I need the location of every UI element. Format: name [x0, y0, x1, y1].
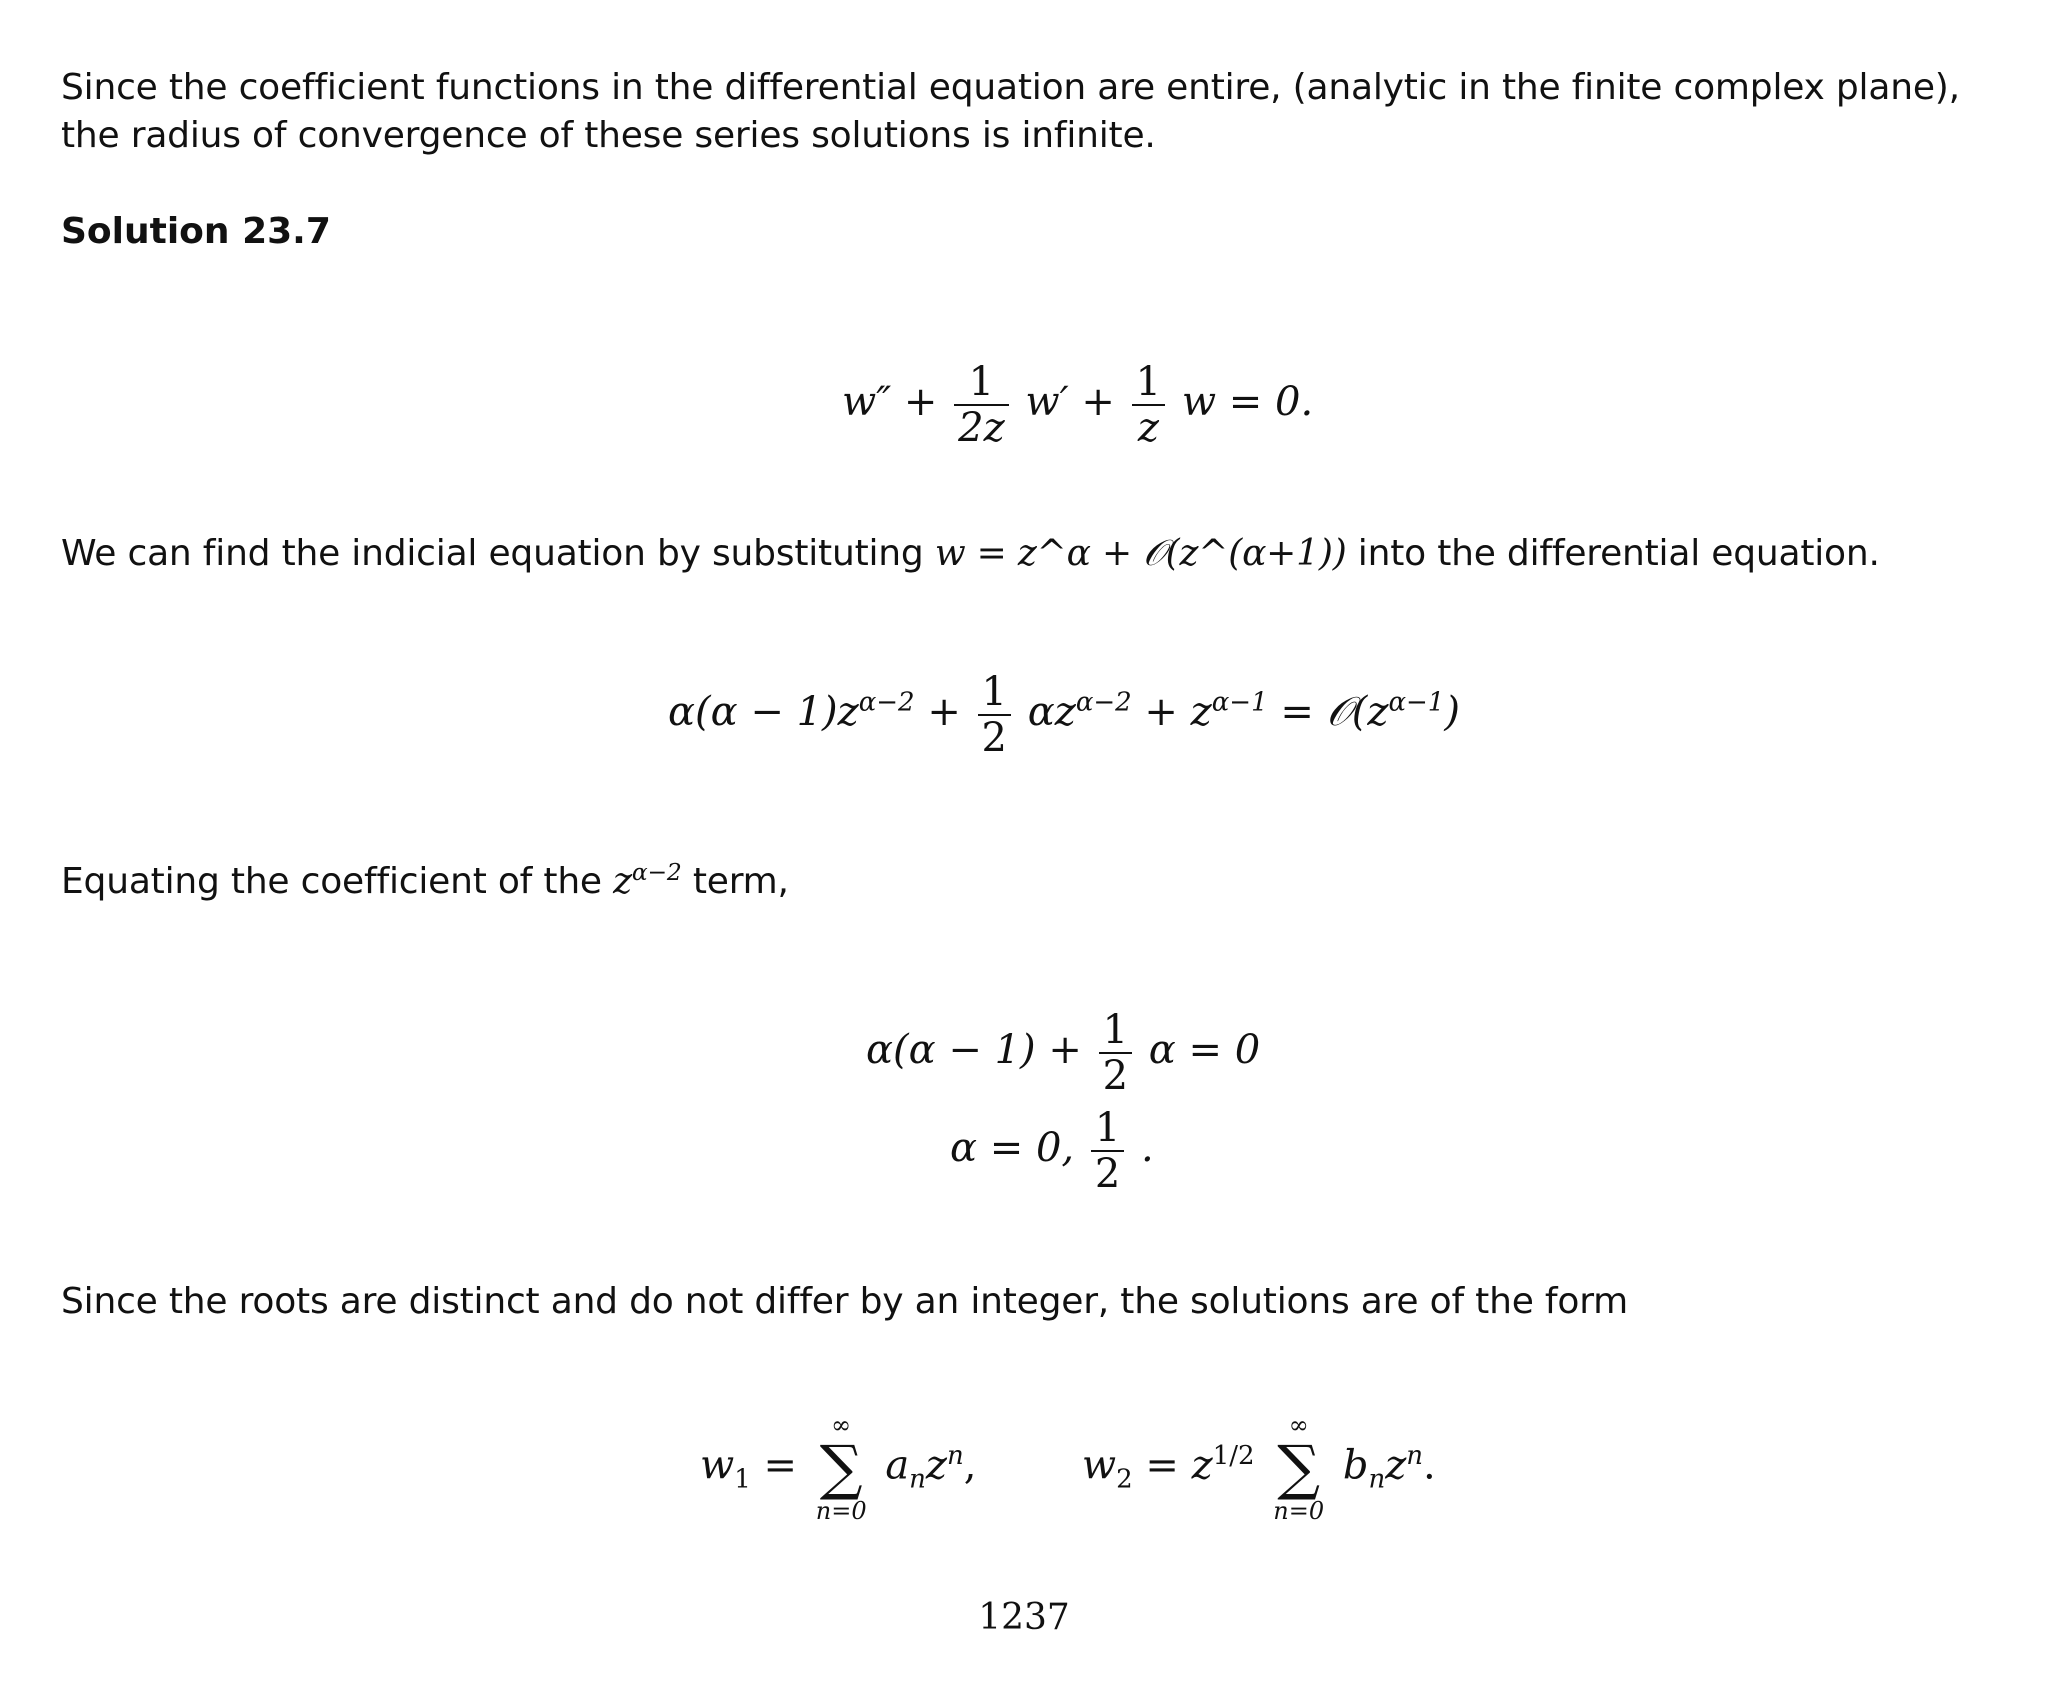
subst-plus1: + — [927, 689, 961, 735]
page-number: 1237 — [978, 1597, 1070, 1638]
ode-fraction-1 — [954, 360, 1009, 450]
ind1-fraction — [1099, 1008, 1132, 1098]
ind2-den: 2 — [1091, 1150, 1124, 1196]
equation-indicial-line1 — [866, 1008, 1260, 1098]
subst-part2: αz — [1027, 689, 1076, 735]
p3-math-base: z — [613, 861, 632, 902]
subst-part3: + z — [1144, 689, 1212, 735]
paragraph-convergence: Since the coefficient functions in the differential equation are entire, (analytic in the finite complex plane), the radius of convergence of these series solutions is infinite. — [61, 67, 1960, 156]
w2-z: z — [1385, 1442, 1407, 1489]
paragraph-equating — [61, 858, 1999, 906]
ode-fraction-2 — [1132, 360, 1165, 450]
subst-sup3: α−1 — [1211, 687, 1268, 718]
p3-after: term, — [681, 861, 789, 902]
ode-lhs: w″ + — [842, 379, 938, 425]
w2-term: b — [1342, 1442, 1369, 1489]
subst-sup1: α−2 — [858, 687, 915, 718]
paragraph-roots: Since the roots are distinct and do not differ by an integer, the solutions are of the form — [61, 1281, 1629, 1322]
ind1-num: 1 — [1102, 1007, 1129, 1053]
subst-f-den: 2 — [978, 714, 1011, 760]
w1-z: z — [925, 1442, 947, 1489]
w2-pre: z — [1191, 1442, 1213, 1489]
ode-rhs: w = 0. — [1181, 379, 1314, 425]
subst-fraction — [978, 670, 1011, 760]
p3-before: Equating the coefficient of the — [61, 861, 614, 902]
w1-eq: = — [763, 1442, 798, 1489]
w1-lhs: w — [700, 1442, 735, 1489]
w2-pre-sup: 1/2 — [1212, 1441, 1255, 1472]
subst-f-num: 1 — [981, 669, 1007, 715]
solution-heading: Solution 23.7 — [61, 211, 331, 252]
w2-eq: = — [1145, 1442, 1179, 1489]
w2-sum — [1273, 1412, 1324, 1525]
ode-mid: w′ + — [1025, 379, 1115, 425]
equation-ode — [842, 360, 1313, 450]
ind2-b: . — [1141, 1125, 1154, 1171]
equation-substitution — [668, 670, 1460, 760]
ind2-a: α = 0, — [950, 1125, 1075, 1171]
w1-sum — [816, 1412, 867, 1525]
ode-f2-num: 1 — [1135, 359, 1162, 405]
ind1-a: α(α − 1) + — [866, 1027, 1082, 1073]
p2-after: into the differential equation. — [1346, 533, 1880, 574]
w1-end: , — [963, 1442, 977, 1489]
w2-sup: n — [1406, 1441, 1424, 1472]
subst-sup4: α−1 — [1388, 687, 1445, 718]
ode-f1-num: 1 — [968, 359, 995, 405]
ode-f2-den: z — [1132, 404, 1165, 450]
ind2-fraction — [1091, 1106, 1124, 1196]
ind1-b: α = 0 — [1148, 1027, 1261, 1073]
equation-solutions — [700, 1412, 1436, 1525]
w2-lhs: w — [1081, 1442, 1117, 1489]
p2-before: We can find the indicial equation by substituting — [61, 533, 935, 574]
w1-term-sub: n — [909, 1464, 926, 1495]
subst-part1: α(α − 1)z — [668, 689, 859, 735]
w2-sigma: ∑ — [1277, 1433, 1321, 1504]
subst-sup2: α−2 — [1075, 687, 1132, 718]
subst-part5: ) — [1444, 689, 1460, 735]
w2-sum-top: ∞ — [1288, 1411, 1309, 1439]
paragraph-indicial-intro — [61, 530, 1999, 578]
subst-part4: = 𝒪(z — [1280, 689, 1389, 735]
equation-indicial-line2 — [950, 1106, 1154, 1196]
ind1-den: 2 — [1099, 1052, 1132, 1098]
ode-f1-den: 2z — [954, 404, 1009, 450]
w2-sub: 2 — [1116, 1464, 1133, 1495]
ind2-num: 1 — [1094, 1105, 1121, 1151]
w1-sup: n — [947, 1441, 964, 1472]
p2-math: w = z^α + 𝒪(z^(α+1)) — [934, 533, 1347, 574]
p3-math-sup: α−2 — [631, 858, 682, 886]
w1-term: a — [885, 1442, 910, 1489]
w2-term-sub: n — [1368, 1464, 1386, 1495]
w1-sum-bottom: n=0 — [815, 1497, 867, 1526]
w1-sigma: ∑ — [819, 1433, 863, 1504]
w2-sum-bottom: n=0 — [1273, 1497, 1325, 1526]
w2-end: . — [1423, 1442, 1436, 1489]
w1-sum-top: ∞ — [831, 1411, 852, 1439]
w1-sub: 1 — [734, 1464, 751, 1495]
